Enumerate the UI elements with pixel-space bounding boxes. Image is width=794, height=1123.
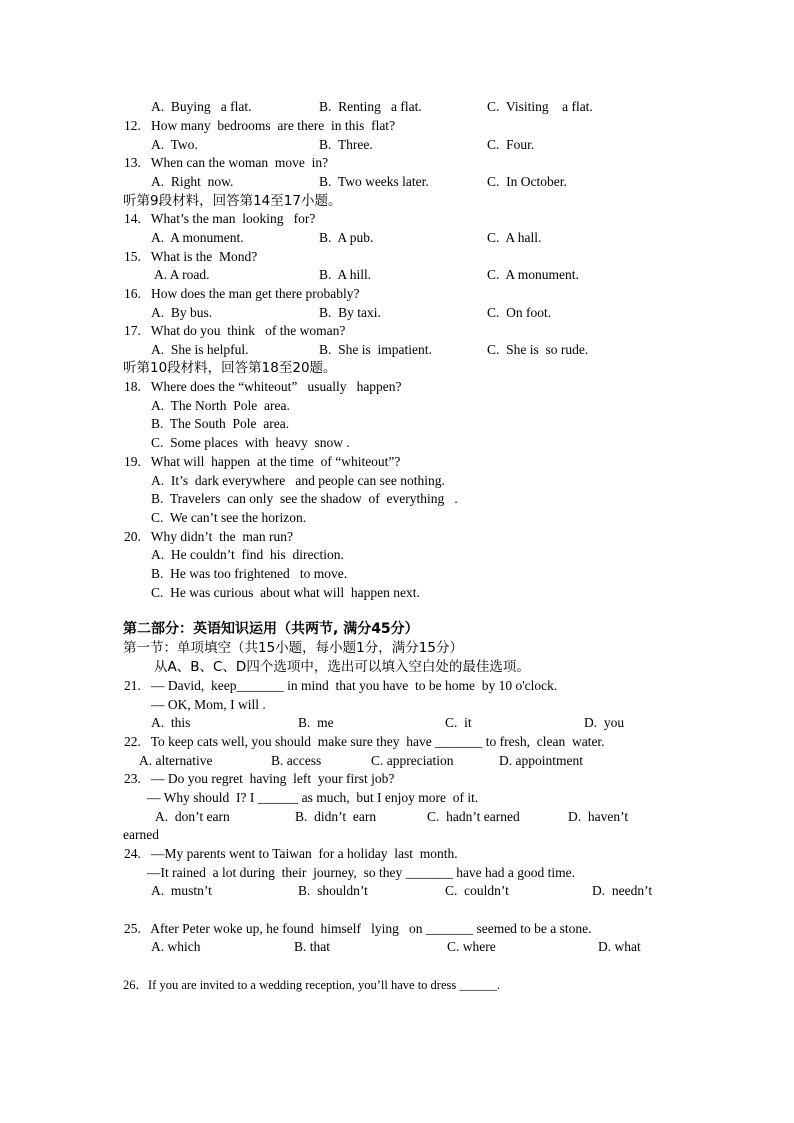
q24-option-a: A. mustn’t [151, 883, 212, 898]
q23-line2: — Why should I? I ______ as much, but I enjoy more of it. [147, 790, 479, 805]
q23-option-d-wrap: earned [123, 827, 159, 842]
q17-option-c: C. She is so rude. [487, 342, 589, 357]
q21-option-b: B. me [298, 715, 334, 730]
q22-option-b: B. access [271, 753, 322, 768]
q24-line2: —It rained a lot during their journey, so they _______ have had a good time. [147, 865, 576, 880]
q25-line1: 25. After Peter woke up, he found himself lying on _______ seemed to be a stone. [124, 921, 592, 936]
q23-option-b: B. didn’t earn [295, 809, 377, 824]
q21-option-d: D. you [584, 715, 625, 730]
q23-option-d: D. haven’t [568, 809, 629, 824]
q22-option-d: D. appointment [499, 753, 583, 768]
q23-option-a: A. don’t earn [155, 809, 230, 824]
q20-stem: 20. Why didn’t the man run? [124, 529, 293, 544]
q15-option-b: B. A hill. [319, 267, 372, 282]
q12-option-a: A. Two. [151, 137, 198, 152]
q13-option-b: B. Two weeks later. [319, 174, 429, 189]
q19-option-c: C. We can’t see the horizon. [151, 510, 307, 525]
q14-stem: 14. What’s the man looking for? [124, 211, 316, 226]
q23-option-c: C. hadn’t earned [427, 809, 520, 824]
listening-section-9-header: 听第9段材料，回答第14至17小题。 [123, 193, 342, 209]
q23-line1: 23. — Do you regret having left your first job? [124, 771, 395, 786]
q24-option-c: C. couldn’t [445, 883, 509, 898]
q19-option-b: B. Travelers can only see the shadow of everything . [151, 491, 458, 506]
q22-line1: 22. To keep cats well, you should make sure they have _______ to fresh, clean water. [124, 734, 605, 749]
q25-option-b: B. that [294, 939, 330, 954]
q17-option-a: A. She is helpful. [151, 342, 249, 357]
q15-option-a: A. A road. [154, 267, 210, 282]
q22-option-c: C. appreciation [371, 753, 454, 768]
q11-option-c: C. Visiting a flat. [487, 99, 593, 114]
q12-stem: 12. How many bedrooms are there in this flat? [124, 118, 396, 133]
q14-option-b: B. A pub. [319, 230, 374, 245]
q24-option-d: D. needn’t [592, 883, 653, 898]
q19-option-a: A. It’s dark everywhere and people can see nothing. [151, 473, 445, 488]
q24-line1: 24. —My parents went to Taiwan for a holiday last month. [124, 846, 458, 861]
part2-instruction: 从A、B、C、D四个选项中，选出可以填入空白处的最佳选项。 [154, 659, 530, 675]
q24-option-b: B. shouldn’t [298, 883, 368, 898]
q20-option-b: B. He was too frightened to move. [151, 566, 348, 581]
q12-option-c: C. Four. [487, 137, 535, 152]
q14-option-c: C. A hall. [487, 230, 542, 245]
q13-option-a: A. Right now. [151, 174, 234, 189]
q12-option-b: B. Three. [319, 137, 373, 152]
listening-section-10-header: 听第10段材料，回答第18至20题。 [123, 360, 337, 376]
q25-option-c: C. where [447, 939, 496, 954]
q20-option-c: C. He was curious about what will happen next. [151, 585, 420, 600]
q17-stem: 17. What do you think of the woman? [124, 323, 346, 338]
q21-option-a: A. this [151, 715, 191, 730]
q21-line1: 21. — David, keep_______ in mind that you have to be home by 10 o'clock. [124, 678, 558, 693]
q16-stem: 16. How does the man get there probably? [124, 286, 360, 301]
q17-option-b: B. She is impatient. [319, 342, 432, 357]
q16-option-b: B. By taxi. [319, 305, 381, 320]
q16-option-a: A. By bus. [151, 305, 213, 320]
q11-option-b: B. Renting a flat. [319, 99, 422, 114]
q25-option-a: A. which [151, 939, 201, 954]
q18-option-b: B. The South Pole area. [151, 416, 290, 431]
q11-option-a: A. Buying a flat. [151, 99, 252, 114]
q16-option-c: C. On foot. [487, 305, 552, 320]
q26-line1: 26．If you are invited to a wedding reception, you’ll have to dress ______. [123, 978, 500, 992]
q18-option-a: A. The North Pole area. [151, 398, 290, 413]
q20-option-a: A. He couldn’t find his direction. [151, 547, 344, 562]
part2-title: 第二部分：英语知识运用（共两节, 满分45分） [123, 621, 419, 637]
part2-section1-title: 第一节：单项填空（共15小题，每小题1分，满分15分） [123, 640, 463, 656]
q18-option-c: C. Some places with heavy snow . [151, 435, 350, 450]
q15-option-c: C. A monument. [487, 267, 579, 282]
q14-option-a: A. A monument. [151, 230, 244, 245]
q13-option-c: C. In October. [487, 174, 567, 189]
q18-stem: 18. Where does the “whiteout” usually happen? [124, 379, 402, 394]
q13-stem: 13. When can the woman move in? [124, 155, 329, 170]
q21-line2: — OK, Mom, I will . [151, 697, 266, 712]
q19-stem: 19. What will happen at the time of “whiteout”? [124, 454, 401, 469]
q21-option-c: C. it [445, 715, 472, 730]
q22-option-a: A. alternative [139, 753, 213, 768]
q15-stem: 15. What is the Mond? [124, 249, 258, 264]
q25-option-d: D. what [598, 939, 641, 954]
